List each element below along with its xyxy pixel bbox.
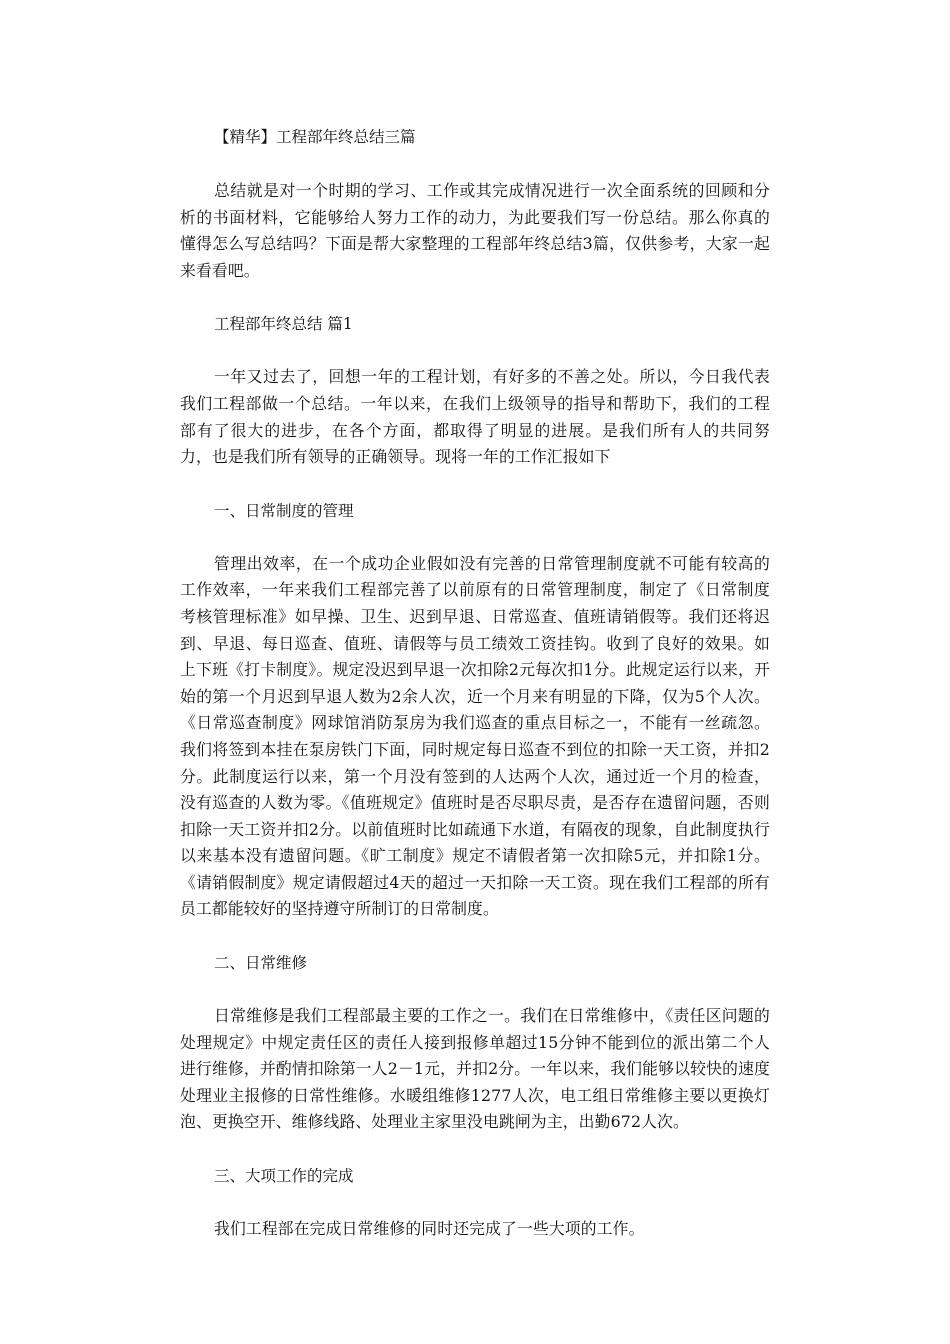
heading-major-work: 三、大项工作的完成	[214, 1167, 354, 1186]
major-work-paragraph: 我们工程部在完成日常维修的同时还完成了一些大项的工作。	[214, 1219, 645, 1239]
daily-maintenance-paragraph: 日常维修是我们工程部最主要的工作之一。我们在日常维修中，《责任区问题的处理规定》中规定责任区的责任人接到报修单超过15分钟不能到位的派出第二个人进行维修，并酌情扣除第一人2－1元，并扣2分。一年以来，我们能够以较快的速度处理业主报修的日常性维修。水暖组维修1277人次，电工组日常维修主要以更换灯泡、更换空开、维修线路、处理业主家里没电跳闸为主，出勤672人次。	[180, 1006, 770, 1132]
document-page	[180, 124, 770, 1270]
daily-system-paragraph: 管理出效率，在一个成功企业假如没有完善的日常管理制度就不可能有较高的工作效率，一年来我们工程部完善了以前原有的日常管理制度，制定了《日常制度考核管理标准》如早操、卫生、迟到早退、日常巡查、值班请销假等。我们还将迟到、早退、每日巡查、值班、请假等与员工绩效工资挂钩。收到了良好的效果。如上下班《打卡制度》。规定没迟到早退一次扣除2元每次扣1分。此规定运行以来，开始的第一个月迟到早退人数为2余人次，近一个月来有明显的下降，仅为5个人次。《日常巡查制度》网球馆消防泵房为我们巡查的重点目标之一，不能有一丝疏忽。我们将签到本挂在泵房铁门下面，同时规定每日巡查不到位的扣除一天工资，并扣2分。此制度运行以来，第一个月没有签到的人达两个人次，通过近一个月的检查，没有巡查的人数为零。《值班规定》值班时是否尽职尽责，是否存在遗留问题，否则扣除一天工资并扣2分。以前值班时比如疏通下水道，有隔夜的现象，自此制度执行以来基本没有遗留问题。《旷工制度》规定不请假者第一次扣除5元，并扣除1分。《请销假制度》规定请假超过4天的超过一天扣除一天工资。现在我们工程部的所有员工都能较好的坚持遵守所制订的日常制度。	[180, 553, 770, 919]
heading-daily-system: 一、日常制度的管理	[214, 501, 354, 520]
section-intro-paragraph: 一年又过去了，回想一年的工程计划，有好多的不善之处。所以，今日我代表我们工程部做一个总结。一年以来，在我们上级领导的指导和帮助下，我们的工程部有了很大的进步，在各个方面，都取得了明显的进展。是我们所有人的共同努力，也是我们所有领导的正确领导。现将一年的工作汇报如下	[180, 367, 770, 467]
document-title: 【精华】工程部年终总结三篇	[214, 128, 416, 146]
intro-paragraph: 总结就是对一个时期的学习、工作或其完成情况进行一次全面系统的回顾和分析的书面材料，它能够给人努力工作的动力，为此要我们写一份总结。那么你真的懂得怎么写总结吗？下面是帮大家整理的工程部年终总结3篇，仅供参考，大家一起来看看吧。	[180, 181, 770, 280]
section-title: 工程部年终总结 篇1	[214, 315, 353, 334]
heading-daily-maintenance: 二、日常维修	[214, 954, 308, 973]
